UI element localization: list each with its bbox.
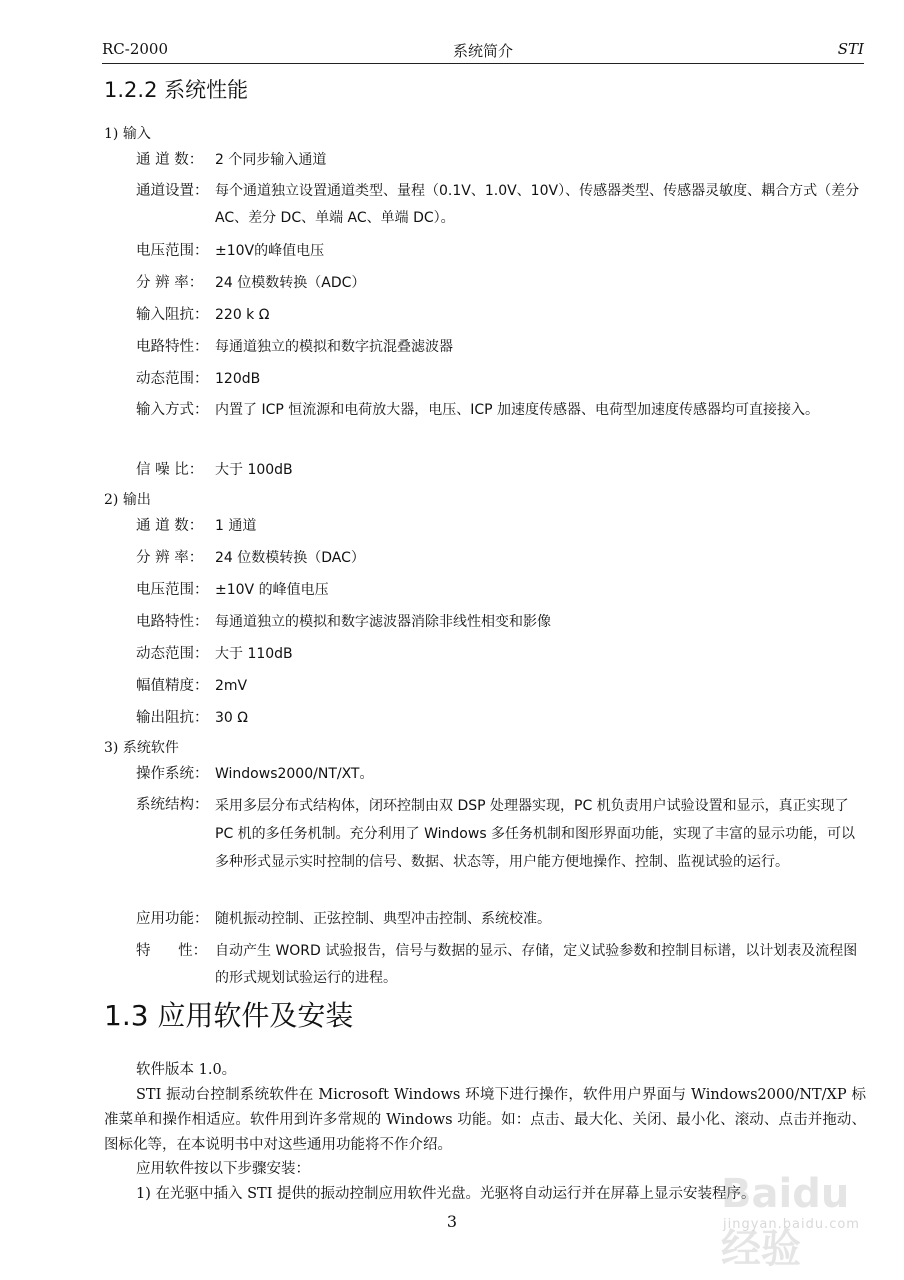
spec-value: 1 通道: [215, 518, 257, 534]
spec-label: 通 道 数：: [136, 518, 204, 534]
install-version-paragraph: 软件版本 1.0。: [136, 1062, 237, 1078]
watermark-brand: Baidu 经验: [721, 1171, 850, 1272]
spec-value: 220 k Ω: [215, 307, 270, 323]
spec-value: 大于 110dB: [215, 646, 293, 662]
spec-label: 电路特性：: [136, 614, 209, 630]
spec-value: 每个通道独立设置通道类型、量程（0.1V、1.0V、10V）、传感器类型、传感器灵敏度、耦合方式（差分 AC、差分 DC、单端 AC、单端 DC）。: [215, 183, 860, 226]
spec-value: 24 位模数转换（ADC）: [215, 275, 366, 291]
spec-label: 通道设置：: [136, 183, 209, 199]
spec-value: 2 个同步输入通道: [215, 152, 327, 168]
page-number: 3: [446, 1212, 458, 1231]
spec-value: ±10V 的峰值电压: [215, 582, 329, 598]
spec-value: 30 Ω: [215, 710, 248, 726]
subsection-input-heading: 1) 输入: [104, 126, 151, 142]
spec-value: 24 位数模转换（DAC）: [215, 550, 365, 566]
spec-label: 电压范围：: [136, 243, 209, 259]
spec-label: 系统结构：: [136, 797, 209, 813]
spec-label: 电路特性：: [136, 339, 209, 355]
spec-label: 特 性：: [136, 943, 208, 959]
section-heading-1-3: 1.3 应用软件及安装: [104, 999, 354, 1032]
header-doc-code: RC-2000: [102, 40, 169, 58]
subsection-output-heading: 2) 输出: [104, 492, 151, 508]
spec-label: 应用功能：: [136, 911, 209, 927]
header-rule: [102, 63, 864, 64]
spec-value: 采用多层分布式结构体，闭环控制由双 DSP 处理器实现，PC 机负责用户试验设置和显示，真正实现了 PC 机的多任务机制。充分利用了 Windows 多任务机制和图形界面功能，实现了丰富的显示功能，可以多种形式显示实时控制的信号、数据、状态等，用户能方便地操作、控制、监视试验的运行。: [215, 798, 856, 870]
spec-label: 输入方式：: [136, 402, 209, 418]
section-heading-1-2-2: 1.2.2 系统性能: [104, 78, 249, 102]
watermark-url: jingyan.baidu.com: [723, 1217, 860, 1232]
install-step-1: 1) 在光驱中插入 STI 提供的振动控制应用软件光盘。光驱将自动运行并在屏幕上显示安装程序。: [136, 1186, 756, 1202]
spec-label: 分 辨 率：: [136, 550, 204, 566]
spec-value: 随机振动控制、正弦控制、典型冲击控制、系统校准。: [215, 911, 551, 927]
install-steps-intro: 应用软件按以下步骤安装：: [136, 1161, 310, 1177]
page-header: [102, 40, 864, 62]
header-chapter-title: 系统简介: [452, 42, 513, 60]
spec-label: 输出阻抗：: [136, 710, 209, 726]
spec-label: 输入阻抗：: [136, 307, 209, 323]
install-intro-paragraph: STI 振动台控制系统软件在 Microsoft Windows 环境下进行操作，软件用户界面与 Windows2000/NT/XP 标准菜单和操作相适应。软件用到许多常规的 Windows 功能。如：点击、最大化、关闭、最小化、滚动、点击并拖动、图标化等，在本说明书中对这些通用功能将不作介绍。: [104, 1087, 866, 1153]
spec-label: 幅值精度：: [136, 678, 209, 694]
spec-label: 分 辨 率：: [136, 275, 204, 291]
watermark: [705, 1165, 875, 1272]
spec-label: 操作系统：: [136, 766, 209, 782]
header-company: STI: [837, 40, 864, 58]
spec-value: Windows2000/NT/XT。: [215, 766, 374, 782]
spec-value: 每通道独立的模拟和数字滤波器消除非线性相变和影像: [215, 614, 551, 630]
spec-value: ±10V的峰值电压: [215, 243, 325, 259]
spec-label: 动态范围：: [136, 646, 209, 662]
spec-label: 电压范围：: [136, 582, 209, 598]
subsection-software-heading: 3) 系统软件: [104, 740, 179, 756]
spec-value: 自动产生 WORD 试验报告，信号与数据的显示、存储，定义试验参数和控制目标谱，以计划表及流程图的形式规划试验运行的进程。: [215, 943, 858, 986]
spec-value: 120dB: [215, 371, 261, 387]
spec-value: 2mV: [215, 678, 248, 694]
spec-value: 大于 100dB: [215, 462, 293, 478]
spec-label: 动态范围：: [136, 371, 209, 387]
spec-value: 内置了 ICP 恒流源和电荷放大器，电压、ICP 加速度传感器、电荷型加速度传感器均可直接接入。: [215, 402, 820, 418]
spec-label: 通 道 数：: [136, 152, 204, 168]
spec-label: 信 噪 比：: [136, 462, 204, 478]
spec-value: 每通道独立的模拟和数字抗混叠滤波器: [215, 339, 453, 355]
